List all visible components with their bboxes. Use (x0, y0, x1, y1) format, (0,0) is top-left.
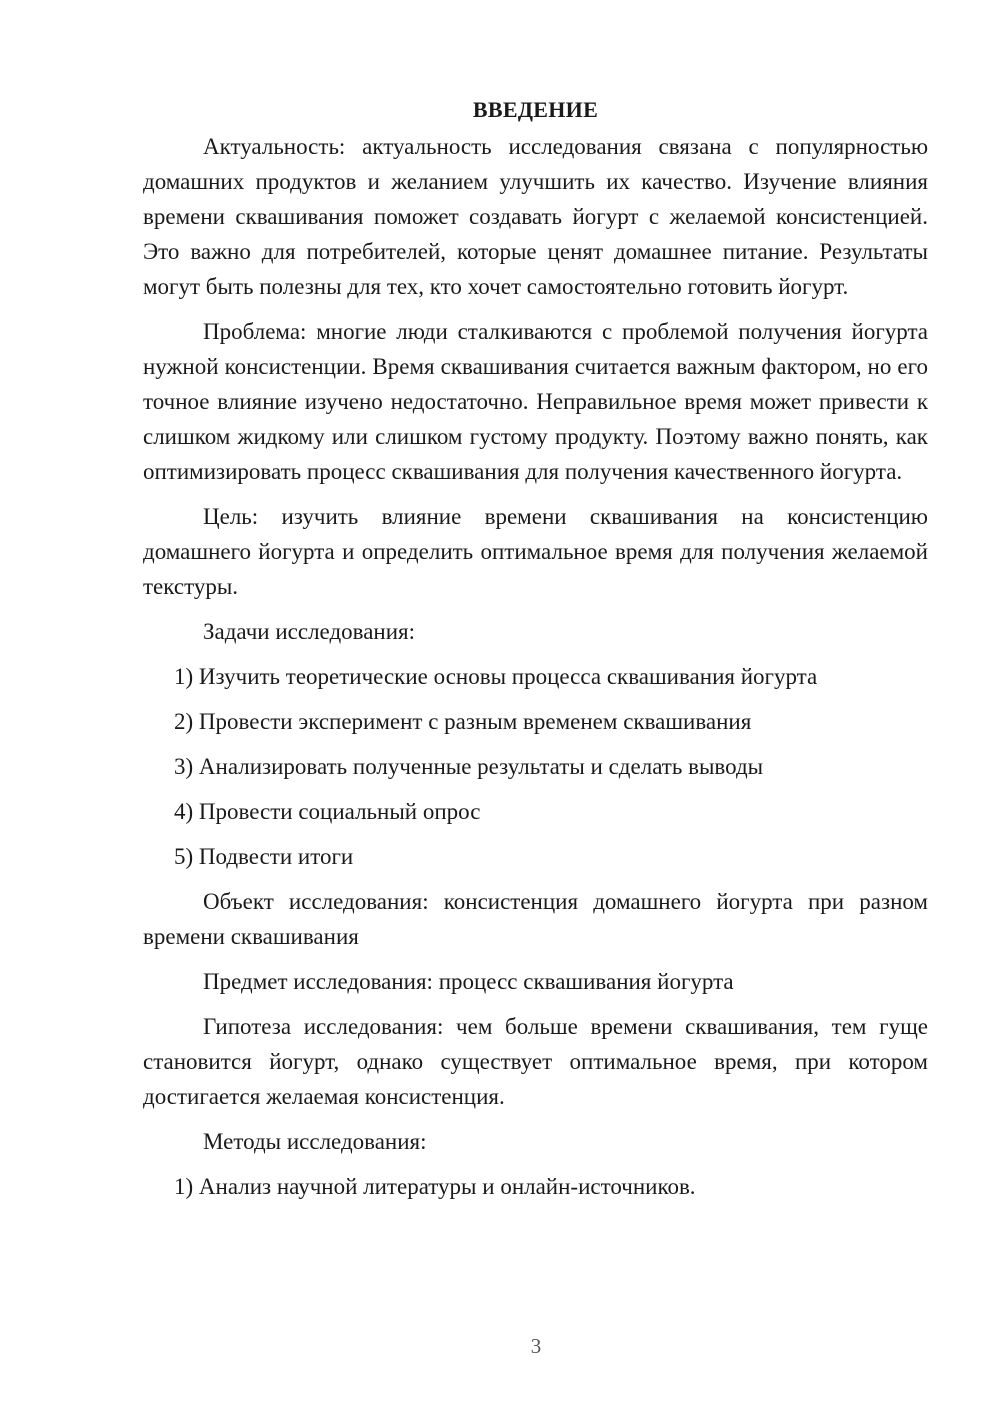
list-item: 1) Анализ научной литературы и онлайн-источников. (174, 1174, 696, 1199)
methods-list (143, 1169, 928, 1204)
methods-heading: Методы исследования: (203, 1129, 427, 1154)
list-item: 4) Провести социальный опрос (174, 799, 481, 824)
page-number: 3 (530, 1334, 542, 1358)
list-item: 1) Изучить теоретические основы процесса сквашивания йогурта (174, 664, 818, 689)
list-item: 3) Анализировать полученные результаты и сделать выводы (174, 754, 764, 779)
problem-paragraph: Проблема: многие люди сталкиваются с проблемой получения йогурта нужной консистенции. Время сквашивания считается важным фактором, но его точное влияние изучено недостаточно. Неправильное время может привести к слишком жидкому или слишком густому продукту. Поэтому важно понять, как оптимизировать процесс сквашивания для получения качественного йогурта. (143, 319, 928, 484)
hypothesis-paragraph: Гипотеза исследования: чем больше времени сквашивания, тем гуще становится йогурт, однако существует оптимальное время, при котором достигается желаемая консистенция. (143, 1014, 928, 1109)
tasks-list (143, 659, 928, 874)
object-paragraph: Объект исследования: консистенция домашнего йогурта при разном времени сквашивания (143, 889, 928, 949)
tasks-heading: Задачи исследования: (203, 619, 416, 644)
list-item: 5) Подвести итоги (174, 844, 354, 869)
page-content (143, 92, 928, 1214)
goal-paragraph: Цель: изучить влияние времени сквашивания на консистенцию домашнего йогурта и определить оптимальное время для получения желаемой текстуры. (143, 504, 928, 599)
list-item: 2) Провести эксперимент с разным временем сквашивания (174, 709, 752, 734)
section-title: ВВЕДЕНИЕ (472, 97, 599, 122)
relevance-paragraph: Актуальность: актуальность исследования связана с популярностью домашних продуктов и желанием улучшить их качество. Изучение влияния времени сквашивания поможет создавать йогурт с желаемой консистенцией. Это важно для потребителей, которые ценят домашнее питание. Результаты могут быть полезны для тех, кто хочет самостоятельно готовить йогурт. (143, 134, 928, 299)
subject-paragraph: Предмет исследования: процесс сквашивания йогурта (203, 969, 734, 994)
